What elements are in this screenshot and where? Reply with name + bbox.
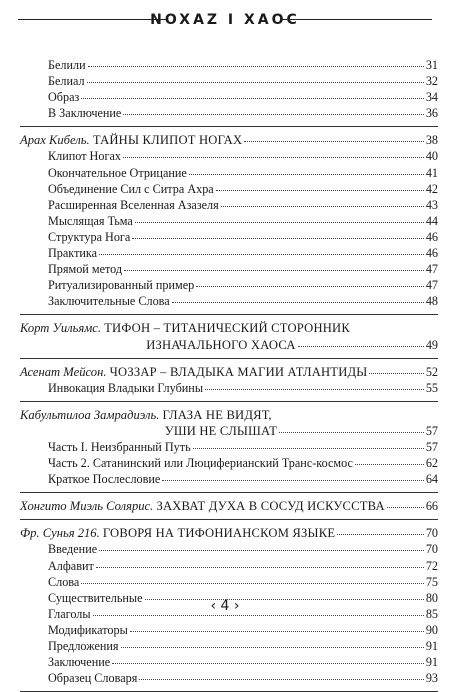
page-ref: 46 (425, 246, 438, 261)
toc-entry[interactable] (20, 261, 438, 277)
entry-title: Практика (48, 246, 98, 261)
page-ref: 42 (425, 181, 438, 196)
page-ref: 49 (425, 337, 439, 352)
toc-entry[interactable] (20, 229, 438, 245)
toc-entry[interactable] (20, 455, 438, 471)
dot-leader (244, 131, 424, 142)
toc-section (20, 493, 438, 520)
toc-entry[interactable] (20, 380, 438, 396)
page-ref: 62 (425, 456, 438, 471)
section-heading-label (20, 364, 367, 380)
section-heading-label (20, 525, 335, 541)
page-ref: 75 (425, 574, 438, 589)
entry-title: Прямой метод (48, 262, 123, 277)
section-title: ЗАХВАТ ДУХА В СОСУД ИСКУССТВА (156, 499, 385, 514)
entry-title: Структура Нога (48, 229, 131, 244)
dot-leader (193, 438, 424, 449)
dot-leader (162, 470, 423, 481)
entry-title: Заключительные Слова (48, 294, 170, 309)
page-ref: 57 (425, 439, 438, 454)
page-ref: 91 (425, 639, 438, 653)
toc-entry[interactable] (20, 654, 438, 670)
toc-entry[interactable] (20, 105, 438, 121)
section-title: ГЛАЗА НЕ ВИДЯТ, (162, 407, 272, 422)
section-title: ГОВОРЯ НА ТИФОНИАНСКОМ ЯЗЫКЕ (102, 526, 336, 541)
section-title-line-2: УШИ НЕ СЛЫШАТ (164, 423, 278, 438)
dot-leader (81, 573, 424, 584)
page-ref: 80 (425, 590, 438, 605)
page-ref: 57 (425, 423, 438, 438)
entry-title: Белили (48, 58, 86, 72)
page-ref: 85 (425, 606, 438, 621)
dot-leader (216, 180, 424, 191)
entry-title: Краткое Послесловие (48, 472, 161, 487)
dot-leader (221, 196, 424, 207)
entry-title: Образ (48, 90, 80, 105)
toc-entry[interactable] (20, 638, 438, 654)
dot-leader (135, 212, 424, 223)
page-ref: 52 (425, 364, 438, 379)
section-title-line-2: ИЗНАЧАЛЬНОГО ХАОСА (146, 337, 296, 352)
page-number: ‹ 4 › (210, 598, 240, 614)
toc-entry[interactable] (20, 245, 438, 261)
page-ref: 64 (425, 472, 438, 487)
page-ref: 32 (425, 74, 438, 89)
section-heading[interactable] (20, 498, 438, 514)
dot-leader (81, 88, 423, 99)
dot-leader (87, 72, 424, 83)
book-title: NOXAZ I XAOC (150, 12, 300, 28)
dot-leader (189, 164, 424, 175)
dot-leader (172, 292, 424, 303)
dot-leader (96, 557, 424, 568)
entry-title: Введение (48, 542, 98, 557)
entry-title: Белиал (48, 74, 85, 89)
page-ref: 70 (425, 526, 438, 541)
page-ref: 70 (425, 542, 438, 557)
entry-title: Объединение Сил с Ситра Ахра (48, 181, 214, 196)
entry-title: Ритуализированный пример (48, 278, 195, 293)
dot-leader (99, 540, 424, 551)
section-heading[interactable] (20, 525, 438, 541)
dot-leader (387, 497, 424, 508)
entry-title: Алфавит (48, 558, 94, 573)
entry-title: Существительные (48, 590, 143, 605)
dot-leader (99, 244, 424, 255)
section-title: ТАЙНЫ КЛИПОТ НОГАХ (92, 133, 243, 148)
entry-title: Образец Словаря (48, 671, 138, 686)
toc-entry[interactable] (20, 57, 438, 73)
dot-leader (123, 104, 423, 115)
toc-entry[interactable] (20, 574, 438, 590)
page-ref: 41 (425, 165, 438, 180)
entry-title: Слова (48, 574, 80, 589)
dot-leader (88, 56, 424, 67)
page-ref: 90 (425, 622, 438, 637)
table-of-contents (20, 52, 438, 692)
author-name: Асенат Мейсон. (20, 364, 107, 379)
toc-entry[interactable] (20, 89, 438, 105)
toc-section (20, 52, 438, 127)
page-ref: 66 (425, 499, 438, 514)
page-ref: 40 (425, 149, 438, 164)
toc-entry[interactable] (20, 541, 438, 557)
dot-leader (139, 669, 424, 680)
section-title: ЧОЗЗАР – ВЛАДЫКА МАГИИ АТЛАНТИДЫ (109, 364, 368, 379)
page-ref: 43 (425, 197, 438, 212)
section-heading-label (20, 498, 385, 514)
toc-entry[interactable] (20, 73, 438, 89)
entry-title: Модификаторы (48, 622, 128, 637)
section-heading[interactable] (20, 364, 438, 380)
running-header (18, 6, 432, 40)
dot-leader (112, 653, 424, 664)
toc-entry[interactable] (20, 293, 438, 309)
page-ref: 31 (425, 58, 438, 72)
header-rule-right (282, 19, 432, 20)
entry-title: Заключение (48, 655, 111, 670)
page-ref: 34 (425, 90, 438, 105)
page-ref: 46 (425, 229, 438, 244)
section-heading-label (20, 407, 272, 423)
page-ref: 72 (425, 558, 438, 573)
dot-leader (124, 260, 424, 271)
dot-leader (130, 621, 424, 632)
page-ref: 47 (425, 278, 438, 293)
toc-entry[interactable] (20, 213, 438, 229)
toc-entry[interactable] (20, 277, 438, 293)
toc-entry[interactable] (20, 197, 438, 213)
page-ref: 55 (425, 380, 438, 395)
entry-title: Окончательное Отрицание (48, 165, 187, 180)
dot-leader (369, 363, 423, 374)
entry-title: Инвокация Владыки Глубины (48, 380, 204, 395)
section-heading-continued[interactable] (20, 423, 438, 439)
entry-title: Клипот Ногах (48, 149, 121, 164)
toc-entry[interactable] (20, 181, 438, 197)
author-name: Арах Кибель. (20, 133, 90, 148)
section-heading[interactable] (20, 407, 438, 423)
toc-entry[interactable] (20, 670, 438, 686)
dot-leader (355, 454, 424, 465)
dot-leader (196, 276, 424, 287)
entry-title: Часть I. Неизбранный Путь (48, 439, 191, 454)
page-ref: 47 (425, 262, 438, 277)
author-name: Кабультилоа Замрадиэль. (20, 407, 160, 422)
page-ref: 36 (425, 106, 438, 121)
toc-entry[interactable] (20, 165, 438, 181)
entry-title: Часть 2. Сатанинский или Люциферианский Транс-космос (48, 456, 353, 471)
toc-section (20, 315, 438, 358)
dot-leader (132, 228, 423, 239)
dot-leader (337, 524, 424, 535)
section-heading-label (20, 132, 242, 148)
toc-section (20, 359, 438, 402)
entry-title: Глаголы (48, 606, 91, 621)
toc-entry[interactable] (20, 439, 438, 455)
page-ref: 91 (425, 655, 438, 670)
dot-leader (298, 336, 424, 347)
author-name: Фр. Сунья 216. (20, 526, 100, 541)
page-ref: 48 (425, 294, 438, 309)
section-heading[interactable] (20, 132, 438, 148)
dot-leader (123, 147, 424, 158)
page-ref: 93 (425, 671, 438, 686)
toc-entry[interactable] (20, 622, 438, 638)
page-ref: 38 (425, 133, 438, 148)
author-name: Корт Уильямс. (20, 321, 101, 336)
page-ref: 44 (425, 213, 438, 228)
toc-entry[interactable] (20, 471, 438, 487)
dot-leader (205, 379, 424, 390)
section-heading-label (20, 320, 350, 336)
entry-title: В Заключение (48, 106, 122, 121)
dot-leader (279, 422, 424, 433)
section-heading-continued[interactable] (20, 337, 438, 353)
entry-title: Расширенная Вселенная Азазеля (48, 197, 219, 212)
entry-title: Предложения (48, 639, 119, 653)
toc-entry[interactable] (20, 558, 438, 574)
entry-title: Мыслящая Тьма (48, 213, 133, 228)
section-heading[interactable] (20, 320, 438, 336)
toc-section (20, 127, 438, 315)
author-name: Хонгито Миэль Солярис. (20, 499, 154, 514)
section-title: ТИФОН – ТИТАНИЧЕСКИЙ СТОРОННИК (104, 321, 350, 336)
toc-entry[interactable] (20, 148, 438, 164)
toc-section (20, 402, 438, 493)
